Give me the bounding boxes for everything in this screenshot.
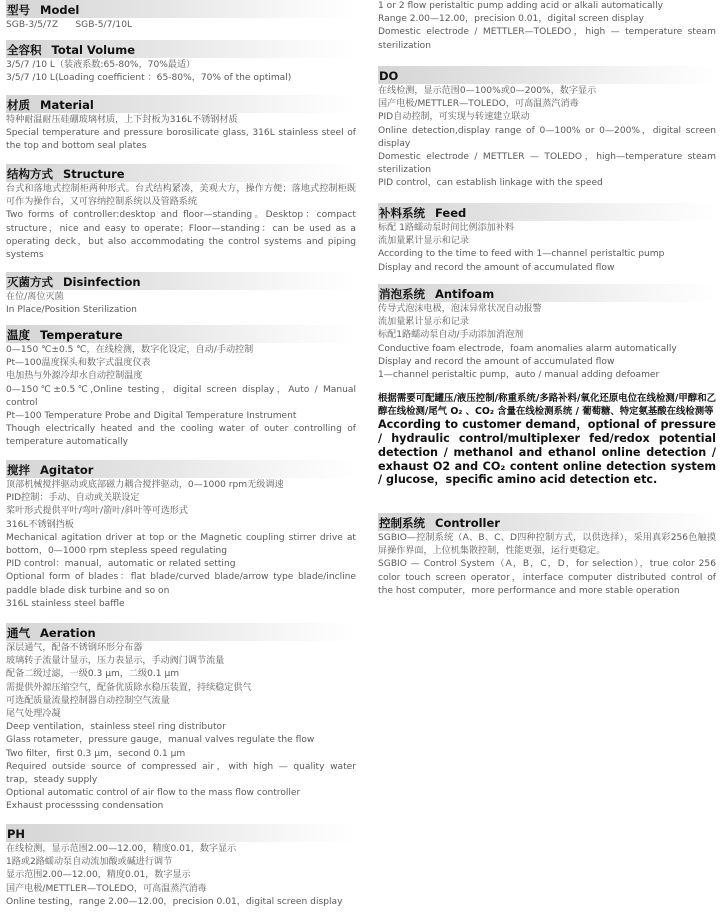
section-ph <box>6 824 356 909</box>
section-title-cn: 搅拌 <box>7 463 30 477</box>
section-title-cn: 灭菌方式 <box>7 275 53 289</box>
spec-line: Domestic electrode / METTLER—TOLEDO，high — temperature steam sterilization <box>378 27 719 51</box>
section-temperature <box>6 325 359 450</box>
section-ph_cont <box>378 0 719 53</box>
section-title-en: Model <box>40 3 80 17</box>
section-title-en: Structure <box>63 167 125 181</box>
spec-line: Domestic electrode / METTLER — TOLEDO，high—temperature steam sterilization <box>378 152 719 176</box>
section-antifoam <box>378 284 716 382</box>
section-header <box>6 623 356 641</box>
spec-line: 3/5/7 /10 L(Loading coefficient ：65-80%，70% of the optimal) <box>6 73 292 84</box>
section-title-cn: DO <box>379 69 399 83</box>
spec-line: 1路或2路蠕动泵自动流加酸或碱进行调节 <box>6 857 173 868</box>
spec-line: 传导式泡沫电极，泡沫异常状况自动报警 <box>378 304 542 314</box>
section-title-en: Agitator <box>40 463 94 477</box>
spec-line: 316L不锈钢挡板 <box>6 519 74 530</box>
section-body <box>378 532 719 598</box>
section-title-en: Total Volume <box>51 43 136 57</box>
spec-line: According to the time to feed with 1—channel peristaltic pump <box>378 249 665 260</box>
section-title-cn: 通气 <box>7 626 30 640</box>
spec-line: Two forms of controller:desktop and floor—standing。Desktop：compact structure，nice and easy to operate；Floor—standing：can be used as a operating deck，but also accommodating the control systems and piping systems <box>6 210 359 261</box>
spec-line: PID control：manual，automatic or related setting <box>6 559 236 570</box>
spec-line: 需提供外源压缩空气，配备优质除水稳压装置，持续稳定供气 <box>6 682 252 693</box>
spec-line: PID控制：手动、自动或关联设定 <box>6 493 140 504</box>
section-title-cn: 温度 <box>7 328 30 342</box>
spec-line: 标配 1路蠕动泵时间比例添加补料 <box>378 223 514 233</box>
section-title-en: Controller <box>435 516 500 530</box>
section-header <box>6 40 356 58</box>
spec-line: Optional form of blades：flat blade/curved blade/arrow type blade/incline paddle blade disk turbine and so on <box>6 572 359 596</box>
spec-line: Two filter，first 0.3 μm，second 0.1 μm <box>6 748 186 759</box>
options-note-cn: 根据需要可配罐压/液压控制/称重系统/多路补料/氧化还原电位在线检测/甲醇和乙醇在线检测/尾气 O₂ 、CO₂ 含量在线检测系统 / 葡萄糖、特定氨基酸在线检测等 <box>378 393 716 417</box>
section-title-cn: 补料系统 <box>379 206 425 220</box>
spec-line: 1 or 2 flow peristaltic pump adding acid or alkali automatically <box>378 1 663 11</box>
section-header <box>6 272 356 290</box>
section-disinfection <box>6 272 356 317</box>
spec-line: SGBIO — Control System（A，B，C，D，for selection），true color 256 color touch screen operator，interface computer distributed control of the host computer，more performance and more stable operation <box>378 559 719 596</box>
spec-line: PID control，can establish linkage with the speed <box>378 178 603 189</box>
spec-line: SGB-3/5/7Z SGB-5/7/10L <box>6 20 133 30</box>
section-title-cn: PH <box>7 827 26 841</box>
spec-line: 0—150 ℃±0.5 ℃，在线检测，数字化设定，自动/手动控制 <box>6 345 254 355</box>
section-title-en: Aeration <box>40 626 96 640</box>
section-title-cn: 型号 <box>7 3 30 17</box>
section-body <box>6 479 359 611</box>
spec-line: Online testing，range 2.00—12.00，precision 0.01，digital screen display <box>6 896 343 907</box>
section-header <box>6 325 356 343</box>
spec-line: 国产电极/METTLER—TOLEDO，可高温蒸汽消毒 <box>6 883 207 894</box>
section-feed <box>378 203 716 275</box>
section-body <box>6 183 359 262</box>
spec-line: 流加量累计显示和记录 <box>378 236 469 247</box>
spec-line: 国产电极/METTLER—TOLEDO，可高温蒸汽消毒 <box>378 99 579 110</box>
spec-line: 台式和落地式控制柜两种形式。台式结构紧凑，美观大方，操作方便；落地式控制柜既可作为操作台，又可容纳控制系统以及管路系统 <box>6 184 356 208</box>
spec-line: Display and record the amount of accumulated flow <box>378 356 615 367</box>
section-body <box>6 19 356 32</box>
section-header <box>378 203 716 221</box>
section-body <box>6 642 359 814</box>
spec-line: 316L stainless steel baffle <box>6 598 125 609</box>
section-body <box>378 303 716 382</box>
section-body <box>378 393 720 487</box>
spec-line: Optional automatic control of air flow to the mass flow controller <box>6 788 301 799</box>
section-header <box>6 164 356 182</box>
spec-line: 顶部机械搅拌驱动或底部磁力耦合搅拌驱动，0—1000 rpm无级调速 <box>6 480 284 490</box>
section-aeration <box>6 623 359 814</box>
section-body <box>6 843 356 909</box>
spec-line: 1—channel peristaltic pump，auto / manual adding defoamer <box>378 370 660 381</box>
spec-line: 桨叶形式提供平叶/弯叶/箭叶/斜叶等可选形式 <box>6 506 188 517</box>
spec-line: PID自动控制，可实现与转速建立联动 <box>378 112 530 123</box>
section-title-en: Temperature <box>40 328 123 342</box>
section-options <box>378 393 720 487</box>
spec-line: Display and record the amount of accumulated flow <box>378 262 615 273</box>
spec-line: 流加量累计显示和记录 <box>378 317 469 328</box>
spec-line: 显示范围2.00—12.00，精度0.01，数字显示 <box>6 870 191 881</box>
section-title-cn: 结构方式 <box>7 167 53 181</box>
section-title-cn: 材质 <box>7 98 30 112</box>
options-note-en: According to customer demand，optional of pressure / hydraulic control/multiplexer fed/redox potential detection / methanol and ethanol online detection / exhaust O2 and CO₂ content online detection system / glucose，specific amino acid detection etc. <box>378 418 720 487</box>
section-volume <box>6 40 356 85</box>
section-model <box>6 0 356 32</box>
spec-line: Pt—100温度探头和数字式温度仪表 <box>6 358 151 369</box>
section-material <box>6 95 359 154</box>
section-body <box>378 0 719 53</box>
section-header <box>6 824 356 842</box>
section-header <box>6 95 356 113</box>
spec-line: In Place/Position Sterilization <box>6 305 137 316</box>
spec-line: 深层通气，配备不锈钢环形分布器 <box>6 643 143 653</box>
section-header <box>6 0 356 18</box>
section-controller <box>378 513 719 598</box>
section-structure <box>6 164 359 262</box>
spec-line: 标配1路蠕动泵自动/手动添加消泡剂 <box>378 330 524 341</box>
spec-line: Exhaust processsing condensation <box>6 801 164 812</box>
spec-line: 0—150℃±0.5℃,Online testing，digital screen display，Auto / Manual control <box>6 384 359 408</box>
spec-line: 特种耐温耐压硅硼玻璃材质，上下封板为316L不锈钢材质 <box>6 115 238 125</box>
section-title-en: Disinfection <box>63 275 141 289</box>
section-body <box>6 59 356 85</box>
section-body <box>378 222 716 275</box>
spec-line: Special temperature and pressure borosilicate glass, 316L stainless steel of the top and bottom seal plates <box>6 128 359 152</box>
spec-line: Online detection,display range of 0—100% or 0—200%，digital screen display <box>378 125 719 149</box>
section-title-cn: 控制系统 <box>379 516 425 530</box>
section-header <box>6 460 356 478</box>
spec-line: Required outside source of compressed air，with high — quality water trap，steady supply <box>6 761 359 786</box>
section-header <box>378 284 716 302</box>
spec-line: Deep ventilation，stainless steel ring distributor <box>6 722 226 733</box>
section-do <box>378 66 719 191</box>
spec-line: 3/5/7 /10 L（装液系数:65-80%，70%最适） <box>6 60 196 70</box>
spec-line: 配备二级过滤，一级0.3 μm，二级0.1 μm <box>6 669 180 680</box>
spec-line: 可选配质量流量控制器自动控制空气流量 <box>6 695 170 706</box>
section-title-en: Feed <box>435 206 467 220</box>
spec-line: 玻璃转子流量计显示，压力表显示，手动阀门调节流量 <box>6 656 225 667</box>
spec-line: 尾气处理冷凝 <box>6 709 61 720</box>
section-body <box>6 114 359 154</box>
section-agitator <box>6 460 359 611</box>
section-body <box>378 85 719 191</box>
spec-line: 电加热与外源冷却水自动控制温度 <box>6 371 143 382</box>
spec-line: Glass rotameter，pressure gauge，manual valves regulate the flow <box>6 735 315 746</box>
section-title-en: Material <box>40 98 94 112</box>
section-title-cn: 全容积 <box>7 43 42 57</box>
section-header <box>378 513 716 531</box>
spec-line: Though electrically heated and the cooling water of outer controlling of temperature automatically <box>6 424 359 448</box>
spec-line: Range 2.00—12.00，precision 0.01，digital screen display <box>378 14 645 25</box>
section-header <box>378 66 716 84</box>
spec-line: 在线检测，显示范围2.00—12.00，精度0.01，数字显示 <box>6 844 237 854</box>
spec-line: Mechanical agitation driver at top or the Magnetic coupling stirrer drive at bottom，0—1000 rpm stepless speed regulating <box>6 532 359 557</box>
spec-line: Conductive foam electrode，foam anomalies alarm automatically <box>378 343 677 354</box>
spec-line: 在线检测，显示范围0—100%或0—200%，数字显示 <box>378 86 597 96</box>
section-body <box>6 291 356 317</box>
section-title-en: Antifoam <box>435 287 495 301</box>
spec-line: Pt—100 Temperature Probe and Digital Temperature Instrument <box>6 411 297 422</box>
spec-line: 在位/离位灭菌 <box>6 292 64 302</box>
section-body <box>6 344 359 450</box>
section-title-cn: 消泡系统 <box>379 287 425 301</box>
spec-line: SGBIO—控制系统（A、B、C、D四种控制方式，以供选择），采用真彩256色触摸屏操作界面，上位机集散控制，性能更强，运行更稳定。 <box>378 533 716 557</box>
